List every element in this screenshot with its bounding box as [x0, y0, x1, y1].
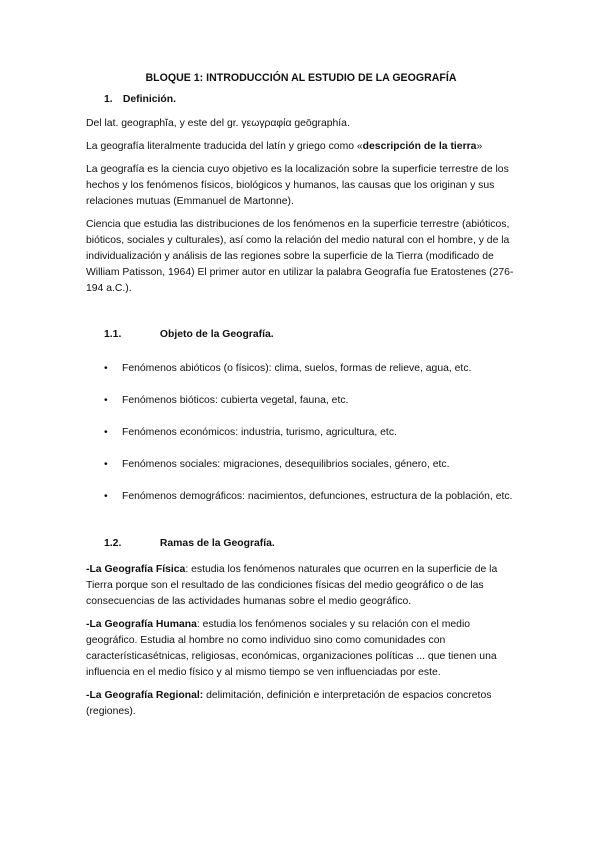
section-title: Ramas de la Geografía.: [159, 538, 275, 549]
list-item: [86, 425, 516, 441]
literal-prefix: La geografía literalmente traducida del latín y griego como «: [86, 141, 363, 152]
section-heading-objeto: [104, 327, 516, 343]
spacer: [86, 343, 516, 361]
literal-translation-paragraph: [86, 139, 516, 155]
bullet-icon: •: [104, 363, 108, 374]
section-heading-definicion: [104, 92, 516, 108]
branch-text: : estudia los fenómenos naturales que ocurren en la superficie de la Tierra porque son el resultado de las condiciones físicas del medio geográfico o de las consecuencias de las actividades humanas sobre el medio geográfico.: [86, 564, 498, 607]
branch-text: delimitación, definición e interpretación de espacios concretos (regiones).: [86, 690, 492, 717]
list-item-text: Fenómenos bióticos: cubierta vegetal, fauna, etc.: [122, 395, 349, 406]
list-item: [86, 457, 516, 473]
section-title: Definición.: [122, 94, 177, 105]
list-item: [86, 393, 516, 409]
branch-name: -La Geografía Humana: [86, 619, 197, 630]
list-item: [86, 489, 516, 505]
branch-paragraph-regional: [86, 688, 516, 720]
section-number: 1.2.: [104, 538, 122, 549]
definition-paragraph-1: La geografía es la ciencia cuyo objetivo es la localización sobre la superficie terrestre de los hechos y los fenómenos físicos, biológicos y humanos, las causas que los originan y sus relaciones mutuas (Emmanuel de Martonne).: [86, 164, 509, 207]
bullet-icon: •: [104, 491, 108, 502]
section-number: 1.: [104, 94, 113, 105]
bullet-icon: •: [104, 395, 108, 406]
branch-name: -La Geografía Física: [86, 564, 186, 575]
section-number: 1.1.: [104, 329, 122, 340]
list-item-text: Fenómenos demográficos: nacimientos, defunciones, estructura de la población, etc.: [122, 491, 513, 502]
section-title: Objeto de la Geografía.: [159, 329, 274, 340]
bullet-icon: •: [104, 459, 108, 470]
list-item-text: Fenómenos económicos: industria, turismo, agricultura, etc.: [122, 427, 397, 438]
section-heading-ramas: [104, 536, 516, 552]
branch-text: : estudia los fenómenos sociales y su relación con el medio geográfico. Estudia al hombre no como individuo sino como comunidades con característicasétnicas, religiosas, económicas, organizaciones políticas ... que tienen una influencia en el medio físico y al mismo tiempo se ven influenciadas por este.: [86, 619, 497, 678]
objeto-bullet-list: [86, 361, 516, 505]
branch-paragraph-fisica: [86, 562, 516, 610]
branch-name: -La Geografía Regional:: [86, 690, 204, 701]
list-item: [86, 361, 516, 377]
etymology-paragraph: Del lat. geographĭa, y este del gr. γεωγραφία geōgraphía.: [86, 118, 350, 129]
spacer: [86, 552, 516, 562]
definition-paragraph-2: Ciencia que estudia las distribuciones de los fenómenos en la superficie terrestre (abióticos, bióticos, sociales y culturales), así como la relación del medio natural con el hombre, y de la individualización y análisis de las regiones sobre la superficie de la Tierra (modificado de William Patisson, 1964) El primer autor en utilizar la palabra Geografía fue Eratostenes (276-194 a.C.).: [86, 219, 514, 294]
document-content: [86, 70, 516, 727]
literal-suffix: »: [476, 141, 483, 152]
list-item-text: Fenómenos sociales: migraciones, desequilibrios sociales, género, etc.: [122, 459, 450, 470]
bullet-icon: •: [104, 427, 108, 438]
page-title: BLOQUE 1: INTRODUCCIÓN AL ESTUDIO DE LA GEOGRAFÍA: [145, 72, 457, 84]
spacer: [86, 521, 516, 536]
list-item-text: Fenómenos abióticos (o físicos): clima, suelos, formas de relieve, agua, etc.: [122, 363, 472, 374]
literal-bold-text: descripción de la tierra: [362, 141, 477, 152]
branch-paragraph-humana: [86, 617, 516, 681]
spacer: [86, 304, 516, 327]
